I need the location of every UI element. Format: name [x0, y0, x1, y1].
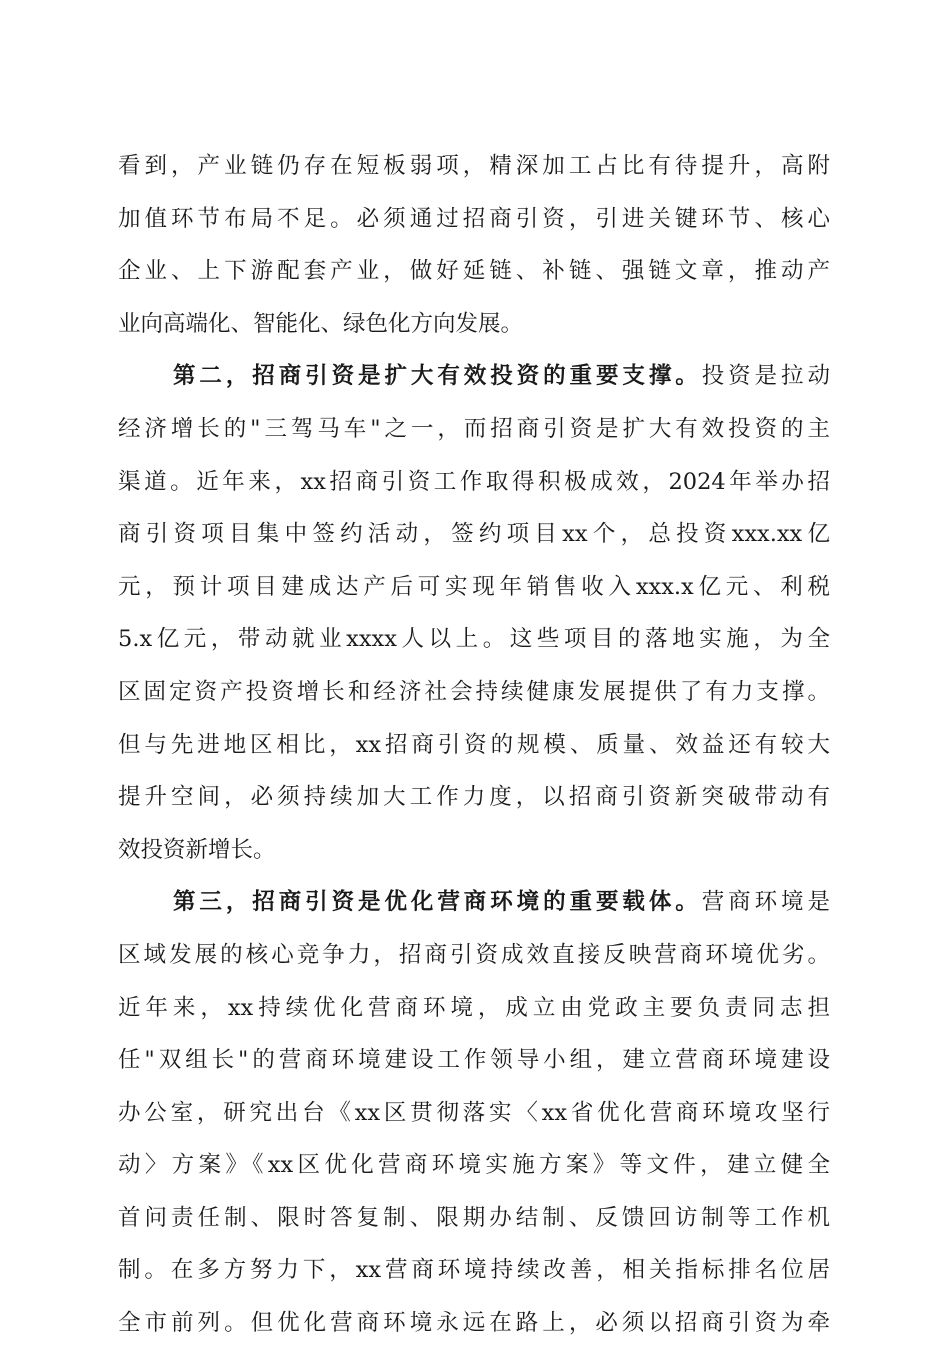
text-line: 商引资项目集中签约活动，签约项目xx个，总投资xxx.xx亿: [118, 521, 830, 548]
paragraph-first-line: [118, 876, 830, 929]
text-line: 动〉方案》《xx区优化营商环境实施方案》等文件，建立健全: [118, 1152, 830, 1179]
paragraph-heading: 第二，招商引资是扩大有效投资的重要支撑。: [173, 363, 702, 390]
text-span: 投资是拉动: [701, 363, 830, 390]
text-line: 提升空间，必须持续加大工作力度，以招商引资新突破带动有: [118, 784, 830, 811]
text-line: 经济增长的"三驾马车"之一，而招商引资是扩大有效投资的主: [118, 415, 830, 442]
document-page: [118, 140, 830, 1350]
text-line: 区域发展的核心竞争力，招商引资成效直接反映营商环境优劣。: [118, 941, 830, 968]
text-line: 办公室，研究出台《xx区贯彻落实〈xx省优化营商环境攻坚行: [118, 1099, 830, 1126]
paragraph-3: [118, 876, 830, 1349]
text-line: 加值环节布局不足。必须通过招商引资，引进关键环节、核心: [118, 205, 830, 232]
text-line: 渠道。近年来，xx招商引资工作取得积极成效，2024年举办招: [118, 468, 830, 495]
text-line: 任"双组长"的营商环境建设工作领导小组，建立营商环境建设: [118, 1047, 830, 1074]
paragraph-1: [118, 140, 830, 350]
text-line: 看到，产业链仍存在短板弱项，精深加工占比有待提升，高附: [118, 153, 830, 179]
text-line: 全市前列。但优化营商环境永远在路上，必须以招商引资为牵: [118, 1310, 830, 1337]
paragraph-heading: 第三，招商引资是优化营商环境的重要载体。: [173, 889, 702, 916]
text-span: 营商环境是: [701, 889, 830, 916]
text-line: 近年来，xx持续优化营商环境，成立由党政主要负责同志担: [118, 994, 830, 1021]
paragraph-first-line: [118, 350, 830, 403]
text-line: 业向高端化、智能化、绿色化方向发展。: [118, 310, 524, 337]
text-line: 但与先进地区相比，xx招商引资的规模、质量、效益还有较大: [118, 731, 830, 758]
text-line: 区固定资产投资增长和经济社会持续健康发展提供了有力支撑。: [118, 678, 830, 705]
text-line: 5.x亿元，带动就业xxxx人以上。这些项目的落地实施，为全: [118, 626, 830, 653]
text-line: 企业、上下游配套产业，做好延链、补链、强链文章，推动产: [118, 258, 830, 285]
paragraph-2: [118, 350, 830, 876]
text-line: 制。在多方努力下，xx营商环境持续改善，相关指标排名位居: [118, 1257, 830, 1284]
text-line: 首问责任制、限时答复制、限期办结制、反馈回访制等工作机: [118, 1204, 830, 1231]
text-line: 元，预计项目建成达产后可实现年销售收入xxx.x亿元、利税: [118, 573, 830, 600]
text-line: 效投资新增长。: [118, 836, 276, 863]
